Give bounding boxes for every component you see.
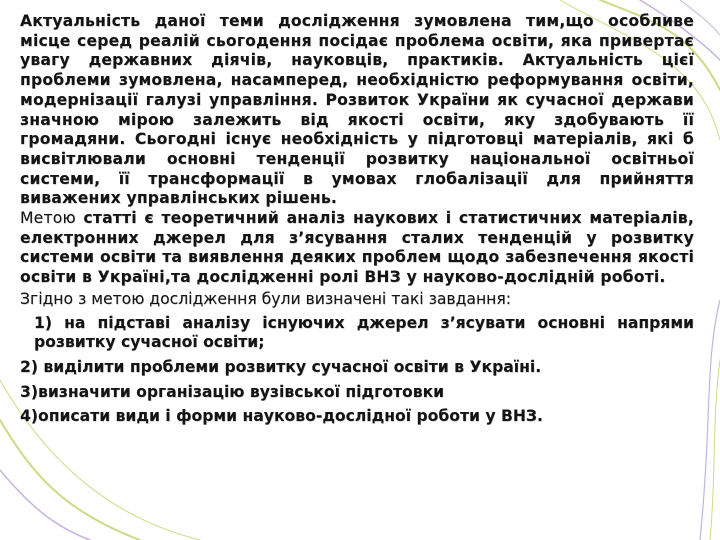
tasks-intro: Згідно з метою дослідження були визначені такі завдання: <box>20 289 511 308</box>
task-item-1: 1) на підставі аналізу існуючих джерел з’ясувати основні напрями розвитку сучасної освіти; <box>34 313 694 352</box>
task-item-4: 4)описати види і форми науково-дослідної роботи у ВНЗ. <box>20 407 543 426</box>
side-swirl-right <box>700 300 720 540</box>
goal-paragraph <box>20 209 694 288</box>
task-item-2: 2) виділити проблеми розвитку сучасної освіти в Україні. <box>20 357 542 376</box>
goal-text: статті є теоретичний аналіз наукових і статистичних матеріалів, електронних джерел для з’ясування сталих тенденцій у розвитку системи освіти та виявлення деяких проблем щодо забезпечення якості освіти в Україні,та дослідженні ролі ВНЗ у науково-дослідній роботі. <box>20 209 694 287</box>
slide-body <box>20 12 694 427</box>
relevance-paragraph: Актуальність даної теми дослідження зумовлена тим,що особливе місце серед реалій сьогодення посідає проблема освіти, яка привертає увагу державних діячів, науковців, практиків. Актуальність цієї проблеми зумовлена, насамперед, необхідністю реформування освіти, модернізації галузі управління. Розвиток України як сучасної держави значною мірою залежить від якості освіти, яку здобувають її громадяни. Сьогодні існує необхідність у підготовці матеріалів, які б висвітлювали основні тенденції розвитку національної освітньої системи, її трансформації в умовах глобалізації для прийняття виважених управлінських рішень. <box>20 12 694 208</box>
goal-lead-word: Метою <box>20 209 76 228</box>
tasks-list <box>20 314 694 428</box>
task-item-3: 3)визначити організацію вузівської підготовки <box>20 382 445 401</box>
